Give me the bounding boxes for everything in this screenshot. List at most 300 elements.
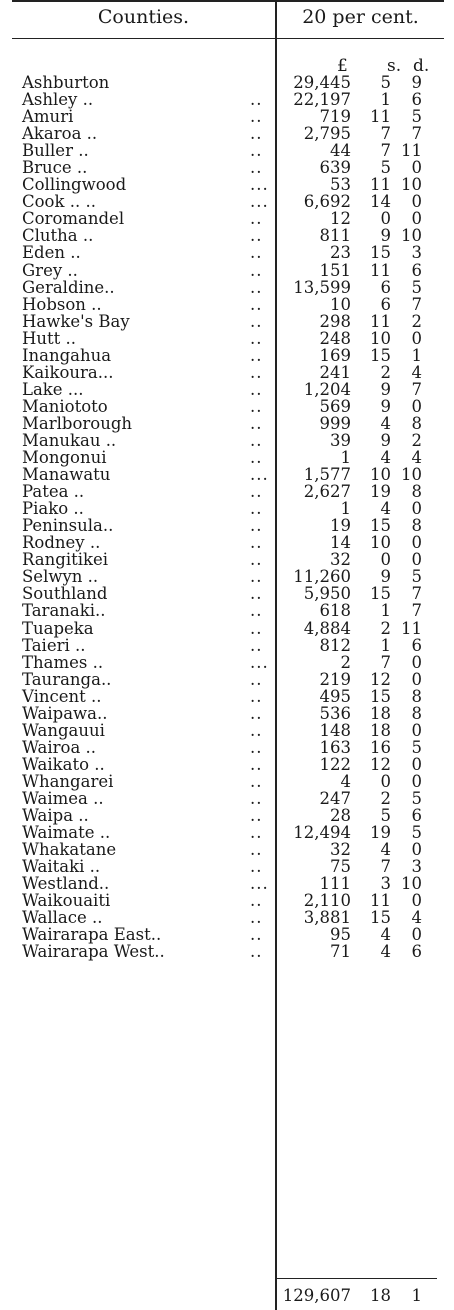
amount-pounds: 1,204 xyxy=(303,379,351,399)
county-name: Amuri xyxy=(22,107,74,127)
amount-pounds: 10 xyxy=(330,294,351,314)
county-name: Vincent .. xyxy=(22,686,102,706)
leader-dots: .. xyxy=(250,550,263,570)
county-name: Bruce .. xyxy=(22,158,88,178)
amount-pence: 10 xyxy=(401,874,422,894)
county-name: Waikouaiti xyxy=(22,891,111,911)
amount-pence: 3 xyxy=(411,857,422,877)
leader-dots: .. xyxy=(250,107,263,127)
amount-pence: 5 xyxy=(411,788,422,808)
amount-shillings: 7 xyxy=(380,857,391,877)
leader-dots: .. xyxy=(250,857,263,877)
leader-dots: .. xyxy=(250,396,263,416)
table-row xyxy=(0,381,454,398)
amount-pounds: 75 xyxy=(330,857,351,877)
amount-shillings: 11 xyxy=(370,260,391,280)
amount-pounds: 4,884 xyxy=(303,618,351,638)
table-row xyxy=(0,262,454,279)
unit-pounds: £ xyxy=(337,56,348,76)
table-row xyxy=(0,227,454,244)
amount-pounds: 618 xyxy=(319,601,351,621)
county-name: Southland xyxy=(22,584,108,604)
table-row xyxy=(0,193,454,210)
leader-dots: .. xyxy=(250,141,263,161)
leader-dots: .. xyxy=(250,124,263,144)
amount-pounds: 39 xyxy=(330,430,351,450)
county-name: Tuapeka xyxy=(22,618,94,638)
table-row xyxy=(0,841,454,858)
amount-shillings: 18 xyxy=(370,720,391,740)
amount-shillings: 4 xyxy=(380,840,391,860)
amount-pence: 11 xyxy=(401,618,422,638)
table-row xyxy=(0,159,454,176)
amount-shillings: 4 xyxy=(380,448,391,468)
amount-shillings: 11 xyxy=(370,311,391,331)
amount-shillings: 5 xyxy=(380,73,391,92)
leader-dots: .. xyxy=(250,635,263,655)
amount-shillings: 6 xyxy=(380,294,391,314)
county-name: Waimate .. xyxy=(22,823,111,843)
amount-pounds: 812 xyxy=(319,635,351,655)
amount-pounds: 151 xyxy=(319,260,351,280)
amount-pence: 0 xyxy=(411,158,422,178)
amount-shillings: 11 xyxy=(370,107,391,127)
amount-pence: 4 xyxy=(411,448,422,468)
amount-pounds: 5,950 xyxy=(303,584,351,604)
table-row xyxy=(0,926,454,943)
total-pounds: 129,607 xyxy=(282,1286,351,1305)
table-row xyxy=(0,739,454,756)
amount-pence: 0 xyxy=(411,771,422,791)
amount-pence: 2 xyxy=(411,430,422,450)
amount-pounds: 71 xyxy=(330,942,351,962)
amount-pounds: 2,627 xyxy=(303,482,351,502)
leader-dots: .. xyxy=(250,925,263,945)
county-name: Clutha .. xyxy=(22,226,94,246)
amount-shillings: 12 xyxy=(370,669,391,689)
table-row xyxy=(0,176,454,193)
total-pence: 1 xyxy=(411,1286,422,1305)
amount-pence: 0 xyxy=(411,891,422,911)
county-name: Manukau .. xyxy=(22,430,117,450)
leader-dots: .. xyxy=(250,226,263,246)
amount-pounds: 1,577 xyxy=(303,465,351,485)
amount-pounds: 1 xyxy=(340,448,351,468)
amount-pence: 0 xyxy=(411,550,422,570)
county-name: Rangitikei xyxy=(22,550,109,570)
amount-pounds: 11,260 xyxy=(293,567,351,587)
amount-pence: 4 xyxy=(411,908,422,928)
table-row xyxy=(0,74,454,91)
leader-dots: .. xyxy=(250,499,263,519)
top-rule xyxy=(12,0,444,2)
amount-pounds: 999 xyxy=(319,413,351,433)
county-name: Taranaki.. xyxy=(22,601,106,621)
table-row xyxy=(0,585,454,602)
amount-shillings: 2 xyxy=(380,788,391,808)
table-row xyxy=(0,449,454,466)
amount-pounds: 32 xyxy=(330,550,351,570)
table-row xyxy=(0,620,454,637)
amount-pence: 0 xyxy=(411,720,422,740)
table-row xyxy=(0,279,454,296)
table-row xyxy=(0,875,454,892)
header-counties: Counties. xyxy=(97,6,190,28)
amount-pence: 7 xyxy=(411,584,422,604)
amount-shillings: 0 xyxy=(380,771,391,791)
leader-dots: .. xyxy=(250,908,263,928)
county-name: Waipawa.. xyxy=(22,703,108,723)
county-name: Hawke's Bay xyxy=(22,311,130,331)
amount-pounds: 1 xyxy=(340,499,351,519)
table-row xyxy=(0,756,454,773)
unit-pence: d. xyxy=(413,56,430,76)
leader-dots: ... xyxy=(250,652,269,672)
county-name: Wairarapa East.. xyxy=(22,925,162,945)
amount-pounds: 219 xyxy=(319,669,351,689)
table-row xyxy=(0,790,454,807)
amount-shillings: 15 xyxy=(370,243,391,263)
amount-pence: 9 xyxy=(411,73,422,92)
amount-pounds: 639 xyxy=(319,158,351,178)
amount-shillings: 4 xyxy=(380,413,391,433)
amount-pounds: 12,494 xyxy=(293,823,351,843)
amount-pence: 10 xyxy=(401,465,422,485)
amount-shillings: 4 xyxy=(380,499,391,519)
county-name: Collingwood xyxy=(22,175,127,195)
amount-pence: 11 xyxy=(401,141,422,161)
table-row xyxy=(0,824,454,841)
amount-pence: 6 xyxy=(411,90,422,110)
amount-pence: 0 xyxy=(411,499,422,519)
amount-pounds: 2 xyxy=(340,652,351,672)
table-row xyxy=(0,517,454,534)
leader-dots: ... xyxy=(250,175,269,195)
amount-pounds: 12 xyxy=(330,209,351,229)
table-row xyxy=(0,637,454,654)
header-rule xyxy=(12,38,444,39)
amount-pence: 7 xyxy=(411,124,422,144)
amount-pounds: 6,692 xyxy=(303,192,351,212)
amount-pounds: 569 xyxy=(319,396,351,416)
total-rule xyxy=(277,1278,437,1279)
amount-pence: 10 xyxy=(401,226,422,246)
amount-pounds: 19 xyxy=(330,516,351,536)
amount-pounds: 13,599 xyxy=(293,277,351,297)
county-name: Wangauui xyxy=(22,720,105,740)
amount-shillings: 4 xyxy=(380,925,391,945)
amount-shillings: 15 xyxy=(370,584,391,604)
leader-dots: .. xyxy=(250,669,263,689)
amount-shillings: 14 xyxy=(370,192,391,212)
table-row xyxy=(0,892,454,909)
amount-pounds: 247 xyxy=(319,788,351,808)
table-row xyxy=(0,534,454,551)
county-name: Selwyn .. xyxy=(22,567,99,587)
amount-pence: 7 xyxy=(411,294,422,314)
leader-dots: .. xyxy=(250,618,263,638)
leader-dots: .. xyxy=(250,823,263,843)
amount-pence: 5 xyxy=(411,737,422,757)
amount-shillings: 11 xyxy=(370,891,391,911)
table-row xyxy=(0,773,454,790)
table-row xyxy=(0,296,454,313)
amount-pounds: 169 xyxy=(319,345,351,365)
leader-dots: .. xyxy=(250,209,263,229)
amount-shillings: 10 xyxy=(370,533,391,553)
amount-pence: 6 xyxy=(411,635,422,655)
amount-pounds: 148 xyxy=(319,720,351,740)
amount-shillings: 7 xyxy=(380,652,391,672)
county-name: Piako .. xyxy=(22,499,84,519)
table-row xyxy=(0,313,454,330)
county-name: Maniototo xyxy=(22,396,108,416)
amount-shillings: 6 xyxy=(380,277,391,297)
leader-dots: .. xyxy=(250,158,263,178)
amount-shillings: 16 xyxy=(370,737,391,757)
amount-pence: 7 xyxy=(411,379,422,399)
amount-pence: 8 xyxy=(411,413,422,433)
leader-dots: .. xyxy=(250,362,263,382)
leader-dots: .. xyxy=(250,891,263,911)
table-row xyxy=(0,244,454,261)
county-name: Hutt .. xyxy=(22,328,77,348)
county-name: Hobson .. xyxy=(22,294,102,314)
amount-pounds: 53 xyxy=(330,175,351,195)
amount-pounds: 32 xyxy=(330,840,351,860)
amount-pence: 0 xyxy=(411,754,422,774)
amount-shillings: 2 xyxy=(380,362,391,382)
amount-pence: 6 xyxy=(411,260,422,280)
amount-pounds: 536 xyxy=(319,703,351,723)
unit-shillings: s. xyxy=(387,56,402,76)
leader-dots: .. xyxy=(250,601,263,621)
leader-dots: .. xyxy=(250,311,263,331)
amount-pence: 5 xyxy=(411,567,422,587)
table-row xyxy=(0,705,454,722)
leader-dots: .. xyxy=(250,720,263,740)
county-name: Geraldine.. xyxy=(22,277,115,297)
table-row xyxy=(0,142,454,159)
county-name: Marlborough xyxy=(22,413,133,433)
amount-pounds: 241 xyxy=(319,362,351,382)
leader-dots: .. xyxy=(250,516,263,536)
county-name: Peninsula.. xyxy=(22,516,114,536)
amount-pence: 0 xyxy=(411,209,422,229)
amount-pounds: 495 xyxy=(319,686,351,706)
leader-dots: .. xyxy=(250,90,263,110)
table-row xyxy=(0,909,454,926)
leader-dots: .. xyxy=(250,430,263,450)
amount-pence: 0 xyxy=(411,925,422,945)
leader-dots: .. xyxy=(250,567,263,587)
table-row xyxy=(0,432,454,449)
amount-pounds: 111 xyxy=(319,874,351,894)
leader-dots: .. xyxy=(250,806,263,826)
amount-pounds: 2,110 xyxy=(303,891,351,911)
county-name: Taieri .. xyxy=(22,635,86,655)
county-name: Westland.. xyxy=(22,874,110,894)
leader-dots: .. xyxy=(250,771,263,791)
table-row xyxy=(0,722,454,739)
amount-pounds: 44 xyxy=(330,141,351,161)
county-name: Ashburton xyxy=(22,73,110,92)
leader-dots: .. xyxy=(250,686,263,706)
total-row xyxy=(0,1287,454,1305)
leader-dots: .. xyxy=(250,379,263,399)
amount-pence: 6 xyxy=(411,806,422,826)
amount-shillings: 9 xyxy=(380,226,391,246)
leader-dots: .. xyxy=(250,277,263,297)
table-row xyxy=(0,671,454,688)
table-row xyxy=(0,364,454,381)
table-row xyxy=(0,654,454,671)
county-name: Rodney .. xyxy=(22,533,101,553)
amount-pence: 5 xyxy=(411,823,422,843)
amount-pence: 2 xyxy=(411,311,422,331)
county-rows xyxy=(0,74,454,960)
amount-shillings: 9 xyxy=(380,430,391,450)
amount-shillings: 5 xyxy=(380,158,391,178)
leader-dots: .. xyxy=(250,584,263,604)
amount-pence: 7 xyxy=(411,601,422,621)
county-name: Waipa .. xyxy=(22,806,89,826)
amount-pence: 8 xyxy=(411,686,422,706)
amount-pence: 8 xyxy=(411,703,422,723)
amount-pounds: 23 xyxy=(330,243,351,263)
amount-pounds: 811 xyxy=(319,226,351,246)
table-row xyxy=(0,807,454,824)
table-row xyxy=(0,210,454,227)
table-row xyxy=(0,415,454,432)
amount-shillings: 19 xyxy=(370,482,391,502)
table-row xyxy=(0,125,454,142)
county-name: Tauranga.. xyxy=(22,669,112,689)
leader-dots: .. xyxy=(250,840,263,860)
county-name: Waimea .. xyxy=(22,788,104,808)
amount-pence: 0 xyxy=(411,192,422,212)
leader-dots: .. xyxy=(250,754,263,774)
county-name: Cook .. .. xyxy=(22,192,96,212)
amount-shillings: 15 xyxy=(370,516,391,536)
leader-dots: .. xyxy=(250,328,263,348)
leader-dots: ... xyxy=(250,465,269,485)
amount-shillings: 15 xyxy=(370,686,391,706)
amount-pounds: 29,445 xyxy=(293,73,351,92)
amount-shillings: 15 xyxy=(370,908,391,928)
county-name: Whakatane xyxy=(22,840,117,860)
amount-shillings: 18 xyxy=(370,703,391,723)
leader-dots: .. xyxy=(250,703,263,723)
table-row xyxy=(0,108,454,125)
county-name: Ashley .. xyxy=(22,90,94,110)
amount-pence: 1 xyxy=(411,345,422,365)
amount-shillings: 7 xyxy=(380,124,391,144)
amount-shillings: 7 xyxy=(380,141,391,161)
amount-shillings: 11 xyxy=(370,175,391,195)
total-shillings: 18 xyxy=(370,1286,391,1305)
county-name: Kaikoura... xyxy=(22,362,114,382)
amount-shillings: 9 xyxy=(380,567,391,587)
table-row xyxy=(0,943,454,960)
amount-pounds: 3,881 xyxy=(303,908,351,928)
table-row xyxy=(0,688,454,705)
amount-pence: 3 xyxy=(411,243,422,263)
amount-shillings: 4 xyxy=(380,942,391,962)
amount-pence: 0 xyxy=(411,396,422,416)
amount-pence: 0 xyxy=(411,652,422,672)
amount-pence: 8 xyxy=(411,516,422,536)
county-name: Mongonui xyxy=(22,448,107,468)
county-name: Wairarapa West.. xyxy=(22,942,165,962)
county-name: Lake ... xyxy=(22,379,84,399)
amount-pounds: 298 xyxy=(319,311,351,331)
county-name: Waitaki .. xyxy=(22,857,101,877)
amount-shillings: 0 xyxy=(380,209,391,229)
leader-dots: .. xyxy=(250,448,263,468)
leader-dots: .. xyxy=(250,533,263,553)
county-name: Coromandel xyxy=(22,209,125,229)
amount-shillings: 1 xyxy=(380,601,391,621)
leader-dots: .. xyxy=(250,737,263,757)
amount-shillings: 9 xyxy=(380,379,391,399)
county-name: Inangahua xyxy=(22,345,112,365)
amount-pounds: 2,795 xyxy=(303,124,351,144)
amount-pence: 0 xyxy=(411,669,422,689)
table-row xyxy=(0,398,454,415)
table-row xyxy=(0,466,454,483)
amount-pounds: 4 xyxy=(340,771,351,791)
amount-shillings: 10 xyxy=(370,328,391,348)
amount-shillings: 0 xyxy=(380,550,391,570)
amount-shillings: 1 xyxy=(380,90,391,110)
amount-pence: 6 xyxy=(411,942,422,962)
amount-shillings: 15 xyxy=(370,345,391,365)
amount-shillings: 12 xyxy=(370,754,391,774)
amount-pence: 10 xyxy=(401,175,422,195)
leader-dots: .. xyxy=(250,942,263,962)
amount-shillings: 19 xyxy=(370,823,391,843)
amount-shillings: 1 xyxy=(380,635,391,655)
amount-shillings: 2 xyxy=(380,618,391,638)
county-name: Wairoa .. xyxy=(22,737,97,757)
amount-pounds: 122 xyxy=(319,754,351,774)
leader-dots: .. xyxy=(250,345,263,365)
amount-shillings: 5 xyxy=(380,806,391,826)
amount-shillings: 3 xyxy=(380,874,391,894)
amount-pence: 5 xyxy=(411,107,422,127)
county-name: Akaroa .. xyxy=(22,124,98,144)
amount-pence: 0 xyxy=(411,328,422,348)
header-percent: 20 per cent. xyxy=(302,6,419,28)
amount-pence: 0 xyxy=(411,533,422,553)
table-row xyxy=(0,602,454,619)
county-name: Grey .. xyxy=(22,260,78,280)
leader-dots: .. xyxy=(250,294,263,314)
amount-pounds: 163 xyxy=(319,737,351,757)
amount-pence: 5 xyxy=(411,277,422,297)
amount-pounds: 28 xyxy=(330,806,351,826)
county-name: Thames .. xyxy=(22,652,104,672)
table-row xyxy=(0,858,454,875)
table-row xyxy=(0,568,454,585)
table-row xyxy=(0,347,454,364)
amount-pounds: 719 xyxy=(319,107,351,127)
county-name: Patea .. xyxy=(22,482,85,502)
county-name: Buller .. xyxy=(22,141,89,161)
amount-pence: 4 xyxy=(411,362,422,382)
amount-pounds: 14 xyxy=(330,533,351,553)
